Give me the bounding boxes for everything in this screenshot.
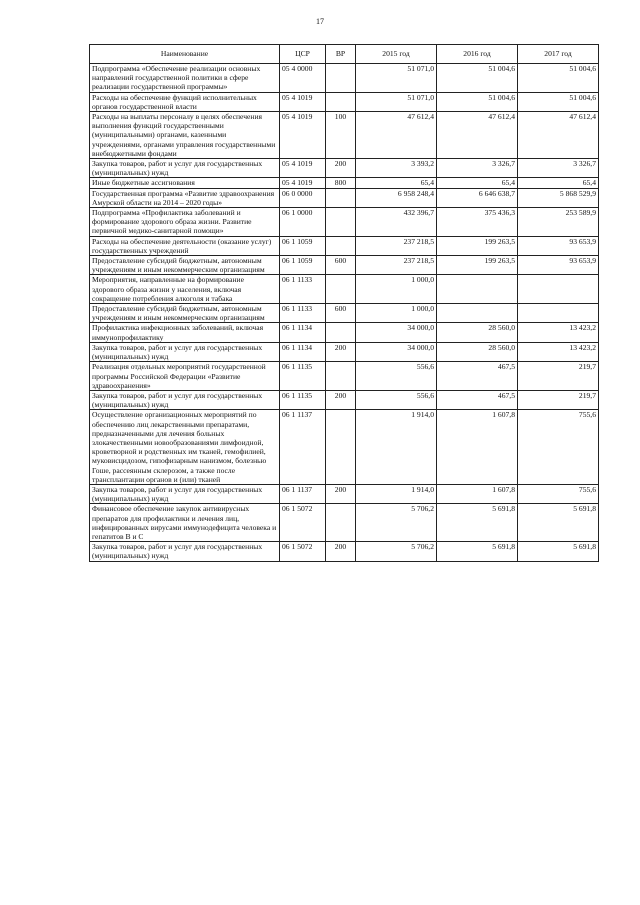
cell-2016: 5 691,8 xyxy=(437,504,518,542)
cell-2017: 5 691,8 xyxy=(518,542,599,561)
cell-csr: 05 4 1019 xyxy=(280,112,326,159)
cell-name: Закупка товаров, работ и услуг для государственных (муниципальных) нужд xyxy=(90,159,280,178)
cell-vr xyxy=(326,362,356,391)
table-row xyxy=(90,275,599,304)
cell-vr: 600 xyxy=(326,304,356,323)
cell-2015: 1 914,0 xyxy=(356,484,437,503)
cell-2016: 1 607,8 xyxy=(437,410,518,485)
cell-name: Государственная программа «Развитие здравоохранения Амурской области на 2014 – 2020 годы» xyxy=(90,188,280,207)
cell-vr: 200 xyxy=(326,159,356,178)
cell-2015: 65,4 xyxy=(356,178,437,188)
cell-vr xyxy=(326,275,356,304)
cell-name: Подпрограмма «Обеспечение реализации основных направлений государственной политики в сфере реализации государственной программы» xyxy=(90,64,280,93)
cell-csr: 05 4 1019 xyxy=(280,178,326,188)
header-vr: ВР xyxy=(326,45,356,64)
table-row xyxy=(90,256,599,275)
cell-name: Иные бюджетные ассигнования xyxy=(90,178,280,188)
cell-csr: 06 1 1135 xyxy=(280,362,326,391)
cell-2015: 1 000,0 xyxy=(356,304,437,323)
table-row xyxy=(90,484,599,503)
table-row xyxy=(90,159,599,178)
cell-name: Финансовое обеспечение закупок антивирусных препаратов для профилактики и лечения лиц, инфицированных вирусами иммунодефицита человека и гепатитов В и С xyxy=(90,504,280,542)
cell-2016: 47 612,4 xyxy=(437,112,518,159)
cell-csr: 06 1 0000 xyxy=(280,208,326,237)
header-csr: ЦСР xyxy=(280,45,326,64)
cell-csr: 06 1 1137 xyxy=(280,410,326,485)
cell-2016: 199 263,5 xyxy=(437,236,518,255)
cell-2015: 1 914,0 xyxy=(356,410,437,485)
cell-2016: 3 326,7 xyxy=(437,159,518,178)
cell-2016: 65,4 xyxy=(437,178,518,188)
table-row xyxy=(90,342,599,361)
cell-2017: 47 612,4 xyxy=(518,112,599,159)
cell-2016: 51 004,6 xyxy=(437,92,518,111)
cell-2016: 199 263,5 xyxy=(437,256,518,275)
cell-2015: 237 218,5 xyxy=(356,256,437,275)
table-row xyxy=(90,362,599,391)
cell-2017: 5 691,8 xyxy=(518,504,599,542)
header-2016: 2016 год xyxy=(437,45,518,64)
cell-2016 xyxy=(437,275,518,304)
cell-name: Закупка товаров, работ и услуг для государственных (муниципальных) нужд xyxy=(90,390,280,409)
cell-csr: 06 1 5072 xyxy=(280,504,326,542)
cell-2017: 219,7 xyxy=(518,390,599,409)
cell-vr xyxy=(326,64,356,93)
header-2017: 2017 год xyxy=(518,45,599,64)
cell-name: Расходы на выплаты персоналу в целях обеспечения выполнения функций государственными (муниципальными) органами, казенными учреждениями, органами управления государственными внебюджетными фондами xyxy=(90,112,280,159)
cell-2017: 65,4 xyxy=(518,178,599,188)
cell-2015: 556,6 xyxy=(356,390,437,409)
cell-2016: 28 560,0 xyxy=(437,323,518,342)
table-row xyxy=(90,236,599,255)
cell-2017: 13 423,2 xyxy=(518,323,599,342)
cell-vr: 100 xyxy=(326,112,356,159)
cell-csr: 05 4 0000 xyxy=(280,64,326,93)
cell-2017: 5 868 529,9 xyxy=(518,188,599,207)
cell-vr xyxy=(326,410,356,485)
cell-csr: 06 1 1134 xyxy=(280,342,326,361)
cell-2015: 556,6 xyxy=(356,362,437,391)
cell-csr: 05 4 1019 xyxy=(280,92,326,111)
cell-2017: 93 653,9 xyxy=(518,256,599,275)
table-row xyxy=(90,64,599,93)
cell-2016: 375 436,3 xyxy=(437,208,518,237)
cell-name: Предоставление субсидий бюджетным, автономным учреждениям и иным некоммерческим организациям xyxy=(90,256,280,275)
cell-2016 xyxy=(437,304,518,323)
cell-name: Закупка товаров, работ и услуг для государственных (муниципальных) нужд xyxy=(90,484,280,503)
cell-name: Закупка товаров, работ и услуг для государственных (муниципальных) нужд xyxy=(90,542,280,561)
cell-2017: 51 004,6 xyxy=(518,92,599,111)
cell-2016: 28 560,0 xyxy=(437,342,518,361)
cell-2017: 253 589,9 xyxy=(518,208,599,237)
cell-vr xyxy=(326,504,356,542)
table-row xyxy=(90,188,599,207)
table-row xyxy=(90,178,599,188)
table-row xyxy=(90,410,599,485)
table-row xyxy=(90,323,599,342)
cell-2017: 3 326,7 xyxy=(518,159,599,178)
cell-csr: 06 1 1137 xyxy=(280,484,326,503)
cell-csr: 05 4 1019 xyxy=(280,159,326,178)
cell-2015: 47 612,4 xyxy=(356,112,437,159)
cell-name: Реализация отдельных мероприятий государственной программы Российской Федерации «Развитие здравоохранения» xyxy=(90,362,280,391)
cell-vr: 800 xyxy=(326,178,356,188)
cell-csr: 06 1 1133 xyxy=(280,275,326,304)
table-row xyxy=(90,92,599,111)
cell-2016: 1 607,8 xyxy=(437,484,518,503)
cell-name: Осуществление организационных мероприятий по обеспечению лиц лекарственными препаратами, предназначенными для лечения больных злокачественными новообразованиями лимфоидной, кроветворной и родственных им тканей, гемофилией, муковисцидозом, гипофизарным нанизмом, болезнью Гоше, рассеянным склерозом, а также после трансплантации органов и (или) тканей xyxy=(90,410,280,485)
cell-csr: 06 1 1059 xyxy=(280,236,326,255)
cell-name: Расходы на обеспечение функций исполнительных органов государственной власти xyxy=(90,92,280,111)
cell-2017: 51 004,6 xyxy=(518,64,599,93)
cell-2016: 6 646 638,7 xyxy=(437,188,518,207)
table-row xyxy=(90,390,599,409)
header-name: Наименование xyxy=(90,45,280,64)
cell-2017: 755,6 xyxy=(518,484,599,503)
cell-name: Мероприятия, направленные на формирование здорового образа жизни у населения, включая сокращение потребления алкоголя и табака xyxy=(90,275,280,304)
cell-2017 xyxy=(518,304,599,323)
cell-csr: 06 1 1059 xyxy=(280,256,326,275)
cell-2017: 13 423,2 xyxy=(518,342,599,361)
cell-vr: 200 xyxy=(326,390,356,409)
cell-2016: 467,5 xyxy=(437,362,518,391)
cell-2017: 755,6 xyxy=(518,410,599,485)
table-row xyxy=(90,542,599,561)
cell-vr: 200 xyxy=(326,542,356,561)
cell-2016: 5 691,8 xyxy=(437,542,518,561)
cell-2017: 219,7 xyxy=(518,362,599,391)
cell-name: Расходы на обеспечение деятельности (оказание услуг) государственных учреждений xyxy=(90,236,280,255)
cell-vr: 200 xyxy=(326,484,356,503)
cell-csr: 06 1 5072 xyxy=(280,542,326,561)
budget-table xyxy=(89,44,599,562)
cell-csr: 06 1 1135 xyxy=(280,390,326,409)
cell-csr: 06 1 1134 xyxy=(280,323,326,342)
cell-2015: 34 000,0 xyxy=(356,323,437,342)
cell-vr xyxy=(326,208,356,237)
cell-2015: 6 958 248,4 xyxy=(356,188,437,207)
cell-2015: 237 218,5 xyxy=(356,236,437,255)
table-row xyxy=(90,112,599,159)
cell-vr: 600 xyxy=(326,256,356,275)
cell-vr: 200 xyxy=(326,342,356,361)
cell-2017 xyxy=(518,275,599,304)
cell-name: Закупка товаров, работ и услуг для государственных (муниципальных) нужд xyxy=(90,342,280,361)
cell-2015: 51 071,0 xyxy=(356,64,437,93)
table-row xyxy=(90,504,599,542)
cell-2016: 51 004,6 xyxy=(437,64,518,93)
table-header-row xyxy=(90,45,599,64)
header-2015: 2015 год xyxy=(356,45,437,64)
cell-csr: 06 0 0000 xyxy=(280,188,326,207)
cell-vr xyxy=(326,236,356,255)
cell-vr xyxy=(326,323,356,342)
cell-name: Предоставление субсидий бюджетным, автономным учреждениям и иным некоммерческим организациям xyxy=(90,304,280,323)
cell-2015: 3 393,2 xyxy=(356,159,437,178)
cell-2015: 5 706,2 xyxy=(356,542,437,561)
cell-2015: 432 396,7 xyxy=(356,208,437,237)
page-number: 17 xyxy=(316,17,324,26)
cell-name: Подпрограмма «Профилактика заболеваний и формирование здорового образа жизни. Развитие первичной медико-санитарной помощи» xyxy=(90,208,280,237)
cell-2016: 467,5 xyxy=(437,390,518,409)
table-row xyxy=(90,208,599,237)
cell-2015: 5 706,2 xyxy=(356,504,437,542)
table-row xyxy=(90,304,599,323)
cell-2015: 34 000,0 xyxy=(356,342,437,361)
cell-vr xyxy=(326,188,356,207)
cell-csr: 06 1 1133 xyxy=(280,304,326,323)
cell-name: Профилактика инфекционных заболеваний, включая иммунопрофилактику xyxy=(90,323,280,342)
cell-vr xyxy=(326,92,356,111)
cell-2015: 51 071,0 xyxy=(356,92,437,111)
cell-2017: 93 653,9 xyxy=(518,236,599,255)
cell-2015: 1 000,0 xyxy=(356,275,437,304)
